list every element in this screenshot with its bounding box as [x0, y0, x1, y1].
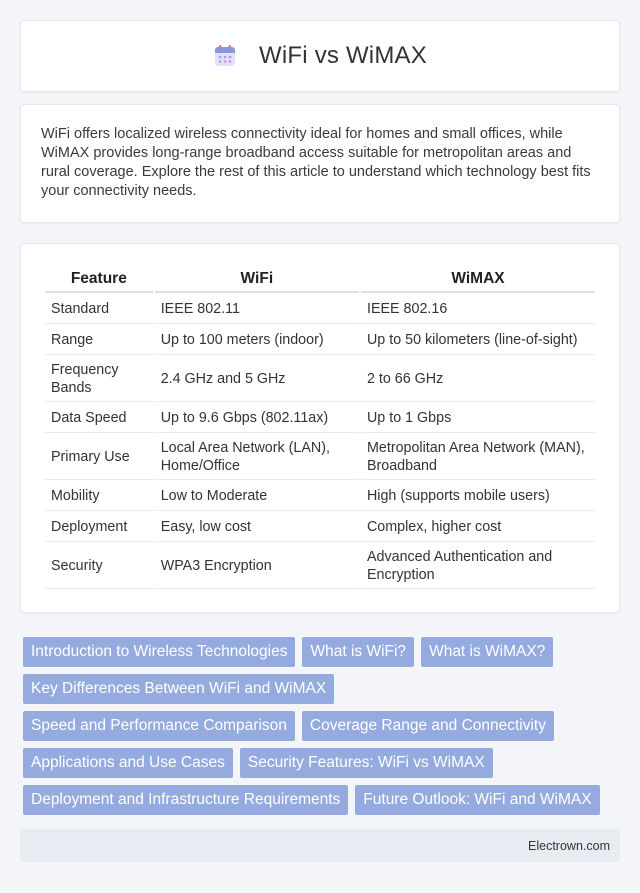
- table-cell-wifi: 2.4 GHz and 5 GHz: [155, 357, 359, 402]
- table-row: [45, 435, 595, 480]
- intro-text: WiFi offers localized wireless connectivity ideal for homes and small offices, while WiMAX provides long-range broadband access suitable for metropolitan areas and rural coverage. Explore the rest of this article to understand which technology best fits your connectivity needs.: [41, 126, 591, 199]
- intro-card: [20, 104, 620, 223]
- tag-coverage-range[interactable]: Coverage Range and Connectivity: [302, 711, 554, 741]
- comparison-table-card: [20, 243, 620, 613]
- column-header-wimax: WiMAX: [361, 266, 595, 293]
- table-cell-feature: Data Speed: [45, 404, 153, 433]
- tag-row: [23, 711, 623, 741]
- table-row: [45, 544, 595, 589]
- header-card: [20, 20, 620, 92]
- title-wrap: [213, 42, 427, 70]
- tag-what-is-wifi[interactable]: What is WiFi?: [302, 637, 414, 667]
- table-header-row: [45, 266, 595, 293]
- tag-row: [23, 637, 623, 667]
- topic-tags: [23, 637, 623, 822]
- tag-row: [23, 785, 623, 815]
- table-cell-feature: Deployment: [45, 513, 153, 542]
- tag-key-differences[interactable]: Key Differences Between WiFi and WiMAX: [23, 674, 334, 704]
- table-cell-wimax: High (supports mobile users): [361, 482, 595, 511]
- table-row: [45, 295, 595, 324]
- tag-row: [23, 674, 623, 704]
- tag-speed-and-performance[interactable]: Speed and Performance Comparison: [23, 711, 295, 741]
- table-cell-feature: Standard: [45, 295, 153, 324]
- table-cell-wimax: Advanced Authentication and Encryption: [361, 544, 595, 589]
- table-cell-wimax: Complex, higher cost: [361, 513, 595, 542]
- tag-what-is-wimax[interactable]: What is WiMAX?: [421, 637, 553, 667]
- table-cell-wimax: Up to 1 Gbps: [361, 404, 595, 433]
- table-cell-feature: Range: [45, 326, 153, 355]
- table-row: [45, 513, 595, 542]
- table-cell-wifi: IEEE 802.11: [155, 295, 359, 324]
- table-cell-wifi: Easy, low cost: [155, 513, 359, 542]
- table-cell-feature: Security: [45, 544, 153, 589]
- table-cell-wimax: IEEE 802.16: [361, 295, 595, 324]
- table-row: [45, 357, 595, 402]
- tag-future-outlook[interactable]: Future Outlook: WiFi and WiMAX: [355, 785, 599, 815]
- tag-deployment-and-infrastructure[interactable]: Deployment and Infrastructure Requirements: [23, 785, 348, 815]
- table-cell-wifi: Up to 100 meters (indoor): [155, 326, 359, 355]
- tag-applications-and-use-cases[interactable]: Applications and Use Cases: [23, 748, 233, 778]
- table-cell-wimax: Metropolitan Area Network (MAN), Broadband: [361, 435, 595, 480]
- table-cell-feature: Frequency Bands: [45, 357, 153, 402]
- table-cell-wifi: WPA3 Encryption: [155, 544, 359, 589]
- tag-introduction-to-wireless-technologies[interactable]: Introduction to Wireless Technologies: [23, 637, 295, 667]
- comparison-table: [43, 264, 597, 591]
- table-cell-wimax: 2 to 66 GHz: [361, 357, 595, 402]
- table-row: [45, 326, 595, 355]
- tag-security-features[interactable]: Security Features: WiFi vs WiMAX: [240, 748, 493, 778]
- table-cell-feature: Primary Use: [45, 435, 153, 480]
- table-cell-wifi: Up to 9.6 Gbps (802.11ax): [155, 404, 359, 433]
- tag-row: [23, 748, 623, 778]
- table-cell-feature: Mobility: [45, 482, 153, 511]
- table-cell-wifi: Local Area Network (LAN), Home/Office: [155, 435, 359, 480]
- calendar-icon: [213, 44, 237, 68]
- column-header-feature: Feature: [45, 266, 153, 293]
- footer-site-name[interactable]: Electrown.com: [528, 838, 610, 853]
- table-cell-wifi: Low to Moderate: [155, 482, 359, 511]
- table-row: [45, 404, 595, 433]
- table-cell-wimax: Up to 50 kilometers (line-of-sight): [361, 326, 595, 355]
- table-row: [45, 482, 595, 511]
- column-header-wifi: WiFi: [155, 266, 359, 293]
- page-title: WiFi vs WiMAX: [259, 42, 427, 69]
- footer: [20, 829, 620, 862]
